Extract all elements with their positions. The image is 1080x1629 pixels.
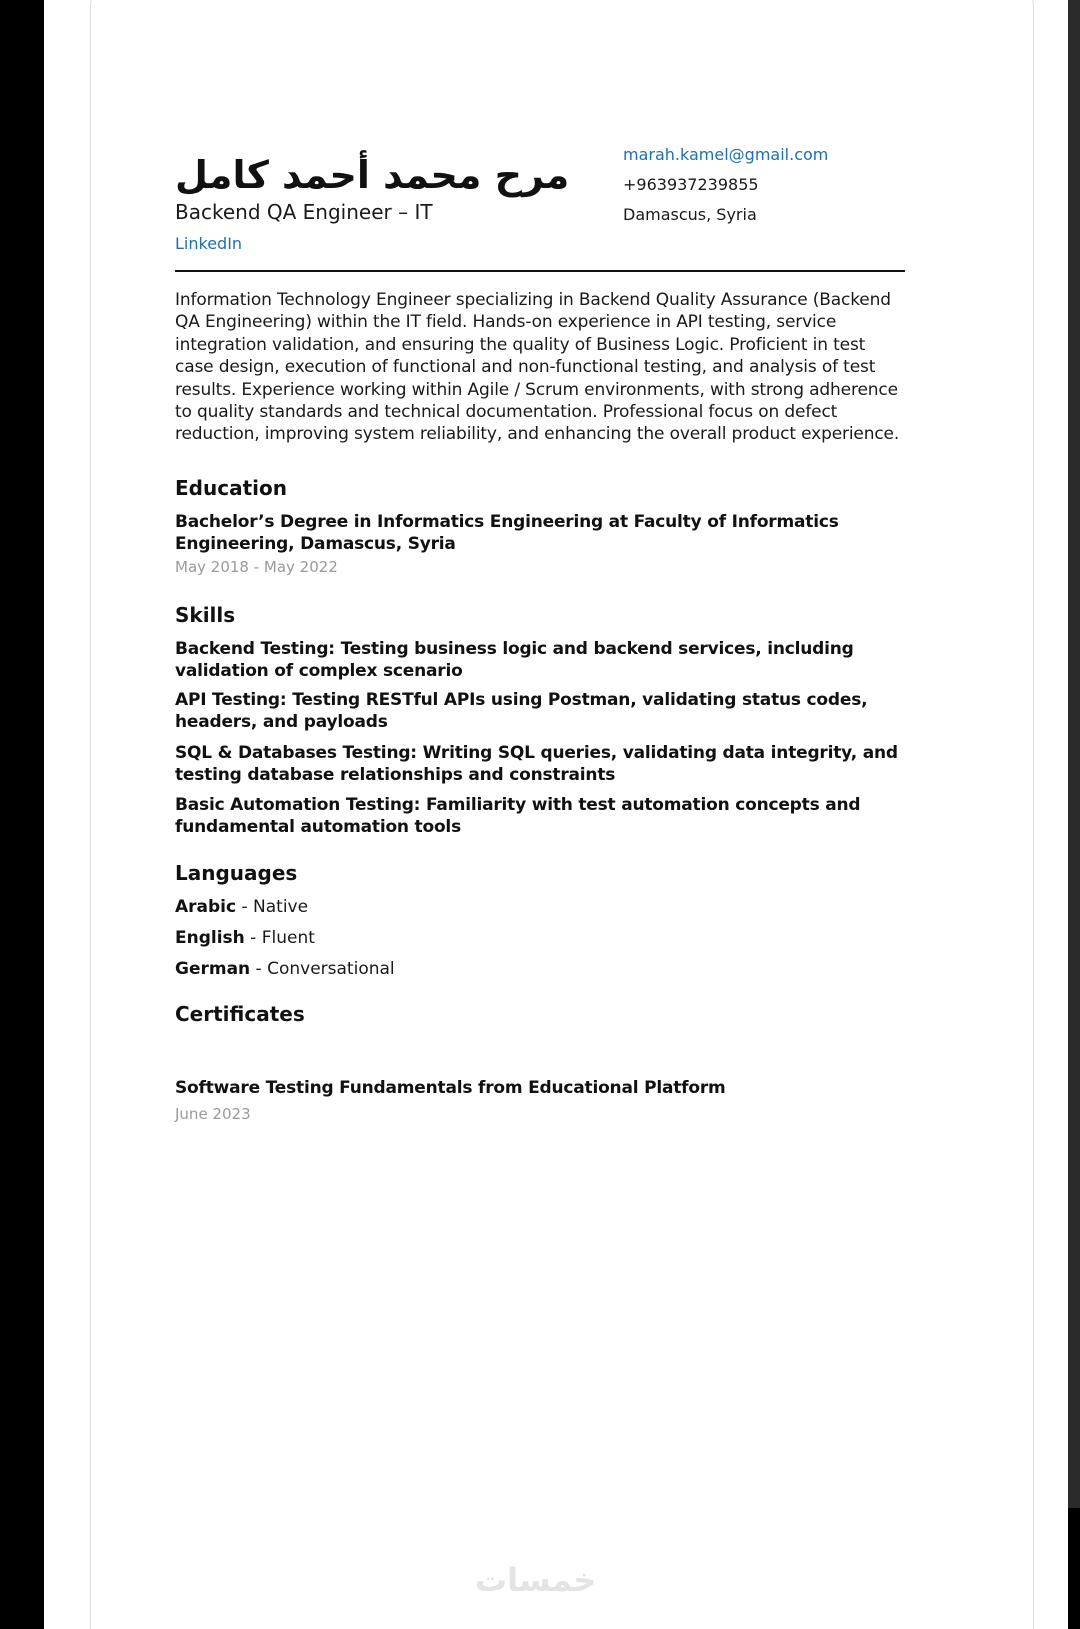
certificates-heading: Certificates: [175, 1002, 305, 1026]
certificate-date: June 2023: [175, 1105, 251, 1123]
education-heading: Education: [175, 476, 287, 500]
education-degree: Bachelor’s Degree in Informatics Engineering at Faculty of Informatics Engineering, Damascus, Syria: [175, 512, 839, 555]
skill-item: Basic Automation Testing: Familiarity with test automation concepts and fundamental automation tools: [175, 795, 861, 838]
location: Damascus, Syria: [623, 205, 757, 224]
linkedin-link[interactable]: LinkedIn: [175, 234, 243, 253]
language-item: [175, 957, 395, 981]
certificate-name: Software Testing Fundamentals from Educational Platform: [175, 1078, 726, 1098]
scrollbar[interactable]: [1068, 0, 1080, 1508]
job-title: Backend QA Engineer – IT: [175, 200, 433, 224]
languages-heading: Languages: [175, 861, 298, 885]
language-level: - Fluent: [244, 928, 315, 948]
contact-block: [623, 140, 828, 230]
language-item: [175, 926, 315, 950]
khamsat-watermark-logo: خمسات: [475, 1561, 597, 1599]
professional-summary: Information Technology Engineer specializing in Backend Quality Assurance (Backend QA Engineering) within the IT field. Hands-on experience in API testing, service integration validation, and ensuring the quality of Business Logic. Proficient in test case design, execution of functional and non-functional testing, and analysis of test results. Experience working within Agile / Scrum environments, with strong adherence to quality standards and technical documentation. Professional focus on defect reduction, improving system reliability, and enhancing the overall product experience.: [175, 290, 900, 445]
language-name: English: [175, 928, 245, 948]
education-dates: May 2018 - May 2022: [175, 558, 338, 576]
skill-item: API Testing: Testing RESTful APIs using Postman, validating status codes, headers, and payloads: [175, 690, 868, 733]
language-level: - Conversational: [250, 959, 395, 979]
skills-heading: Skills: [175, 603, 236, 627]
language-item: [175, 895, 308, 919]
header-divider: [175, 270, 905, 272]
language-name: Arabic: [175, 897, 237, 917]
skill-item: SQL & Databases Testing: Writing SQL queries, validating data integrity, and testing database relationships and constraints: [175, 743, 898, 786]
phone-number: +963937239855: [623, 175, 759, 194]
candidate-name: مرح محمد أحمد كامل: [175, 153, 570, 197]
email-link[interactable]: marah.kamel@gmail.com: [623, 145, 829, 164]
language-name: German: [175, 959, 251, 979]
skill-item: Backend Testing: Testing business logic and backend services, including validation of complex scenario: [175, 639, 854, 682]
language-level: - Native: [236, 897, 309, 917]
